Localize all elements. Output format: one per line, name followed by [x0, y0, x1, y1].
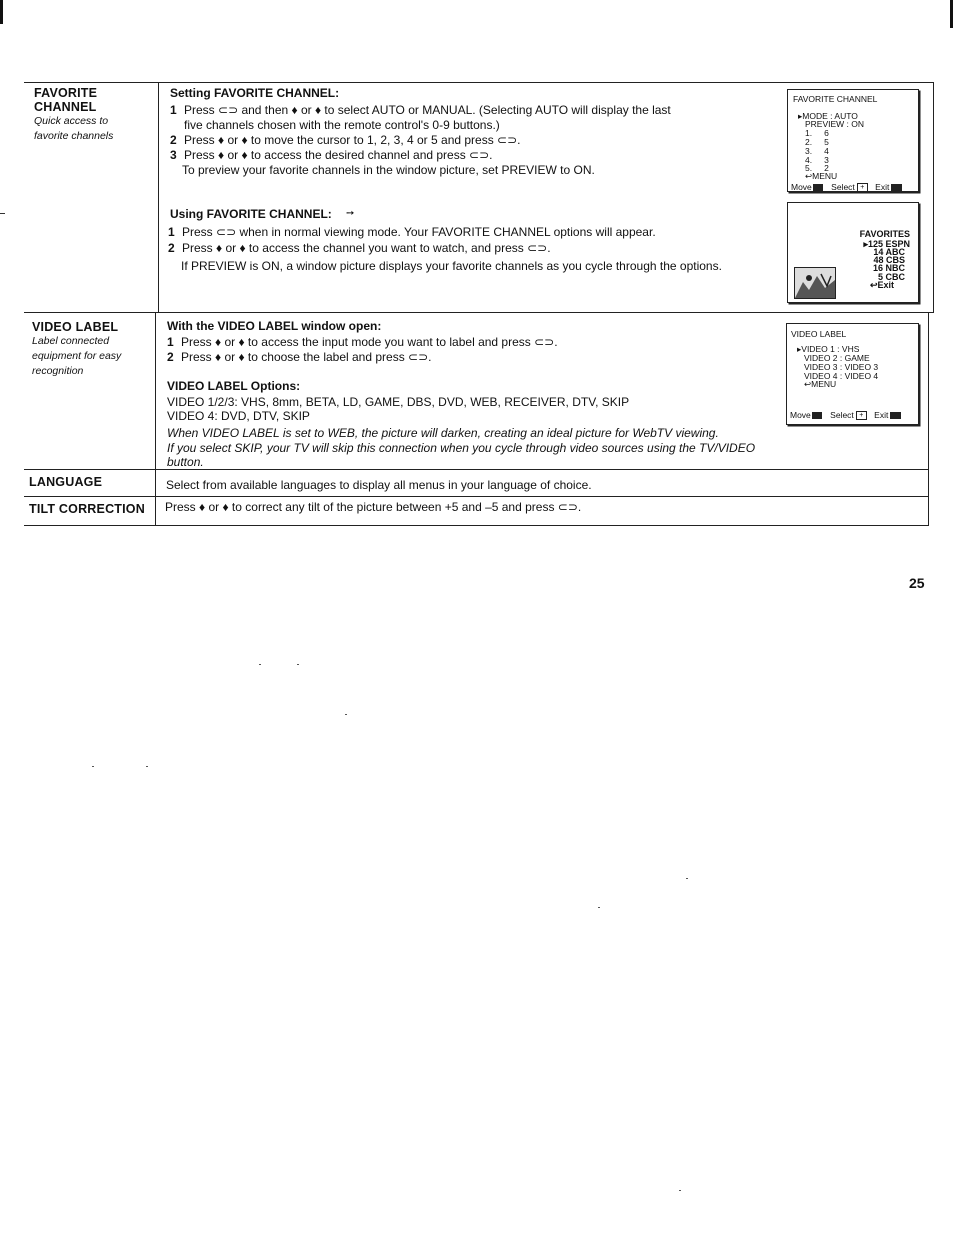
video-label-title: VIDEO LABEL — [32, 320, 119, 334]
setting-step-1-cont: five channels chosen with the remote control's 0-9 buttons.) — [184, 118, 500, 132]
cursor-icon: ▸ — [863, 239, 868, 249]
osd-menu-row: ↩MENU — [805, 171, 838, 181]
using-note: If PREVIEW is ON, a window picture displays your favorite channels as you cycle through the options. — [181, 259, 722, 273]
osd-title: FAVORITE CHANNEL — [793, 94, 878, 104]
osd-mode-row: ▸MODE : AUTO — [798, 111, 858, 121]
scan-speck — [679, 1190, 681, 1191]
return-icon: ↩ — [804, 379, 812, 389]
osd-video-row: VIDEO 3 : VIDEO 3 — [804, 362, 879, 372]
video-label-step-1: 1 Press ♦ or ♦ to access the input mode you want to label and press ⊂⊃. — [167, 335, 558, 349]
using-step-1: 1 Press ⊂⊃ when in normal viewing mode. Your FAVORITE CHANNEL options will appear. — [168, 225, 656, 239]
setting-step-3-note: To preview your favorite channels in the window picture, set PREVIEW to ON. — [182, 163, 595, 177]
arrow-icon: ➙ — [346, 208, 355, 219]
video-label-note: When VIDEO LABEL is set to WEB, the picture will darken, creating an ideal picture for WebTV viewing. — [167, 426, 719, 440]
osd-preview-row: PREVIEW : ON — [805, 119, 865, 129]
using-favorite-heading: Using FAVORITE CHANNEL: — [170, 207, 332, 221]
favorites-channel-row: 5 CBC — [877, 272, 905, 282]
osd-channel-row: 3. 4 — [805, 146, 829, 156]
window-picture-image — [795, 268, 835, 298]
scan-speck — [146, 766, 148, 767]
osd-video-row: VIDEO 2 : GAME — [804, 353, 870, 363]
osd-video-row: ▸VIDEO 1 : VHS — [797, 344, 860, 354]
language-title: LANGUAGE — [29, 475, 103, 489]
binding-mark — [950, 0, 953, 28]
favorites-channel-row: ▸125 ESPN — [863, 239, 910, 249]
osd-channel-row: 4. 3 — [805, 155, 829, 165]
cursor-icon: ▸ — [798, 111, 803, 121]
language-text: Select from available languages to display all menus in your language of choice. — [166, 478, 592, 492]
page-number: 25 — [909, 575, 925, 591]
favorite-channel-osd — [787, 89, 919, 192]
scan-speck — [686, 878, 688, 879]
table-column-rule — [158, 82, 159, 313]
favorites-osd — [787, 202, 919, 303]
setting-step-1: 1 Press ⊂⊃ and then ♦ or ♦ to select AUTO or MANUAL. (Selecting AUTO will display the last — [170, 103, 671, 117]
table-top-rule — [24, 82, 934, 83]
favorites-exit: ↩Exit — [869, 280, 894, 290]
osd-footer: Move Select + Exit — [790, 410, 901, 420]
return-icon: ↩ — [805, 171, 813, 181]
table-rule — [24, 496, 929, 497]
using-step-2: 2 Press ♦ or ♦ to access the channel you want to watch, and press ⊂⊃. — [168, 241, 551, 255]
cursor-icon: ▸ — [797, 344, 802, 354]
osd-menu-row: ↩MENU — [804, 379, 837, 389]
video-label-option: VIDEO 1/2/3: VHS, 8mm, BETA, LD, GAME, DBS, DVD, WEB, RECEIVER, DTV, SKIP — [167, 395, 630, 409]
scan-speck — [92, 766, 94, 767]
osd-video-row: VIDEO 4 : VIDEO 4 — [804, 371, 879, 381]
select-button-icon: + — [856, 411, 867, 420]
video-label-note: If you select SKIP, your TV will skip this connection when you cycle through video sources using the TV/VIDEO — [167, 441, 756, 455]
video-label-osd — [786, 323, 919, 425]
return-icon: ↩ — [869, 280, 878, 290]
binding-mark — [0, 0, 3, 24]
menu-button-icon — [890, 412, 901, 419]
osd-footer: Move Select + Exit — [791, 182, 902, 192]
favorites-channel-row: 16 NBC — [872, 263, 905, 273]
table-bottom-rule — [24, 525, 929, 526]
favorite-channel-subtitle: Quick access to favorite channels — [34, 115, 114, 142]
osd-channel-row: 1. 6 — [805, 128, 829, 138]
edge-tick — [0, 213, 5, 214]
scan-speck — [598, 907, 600, 908]
move-buttons-icon — [812, 412, 822, 419]
window-picture — [794, 267, 836, 299]
table-column-rule — [155, 312, 156, 526]
scan-speck — [345, 714, 347, 715]
osd-title: VIDEO LABEL — [791, 329, 847, 339]
video-label-note: button. — [167, 455, 204, 469]
select-button-icon: + — [857, 183, 868, 192]
setting-step-3: 3 Press ♦ or ♦ to access the desired channel and press ⊂⊃. — [170, 148, 493, 162]
favorite-channel-title: FAVORITE CHANNEL — [34, 86, 98, 114]
menu-button-icon — [891, 184, 902, 191]
favorites-title: FAVORITES — [859, 229, 910, 239]
video-label-options-heading: VIDEO LABEL Options: — [167, 379, 301, 393]
setting-step-2: 2 Press ♦ or ♦ to move the cursor to 1, 2, 3, 4 or 5 and press ⊂⊃. — [170, 133, 521, 147]
video-label-subtitle: Label connected equipment for easy recognition — [32, 335, 122, 377]
scan-speck — [259, 664, 261, 665]
favorites-channel-row: 14 ABC — [873, 247, 905, 257]
video-label-option: VIDEO 4: DVD, DTV, SKIP — [167, 409, 310, 423]
tilt-correction-title: TILT CORRECTION — [29, 502, 145, 516]
favorites-channel-row: 48 CBS — [873, 255, 905, 265]
video-label-step-2: 2 Press ♦ or ♦ to choose the label and press ⊂⊃. — [167, 350, 432, 364]
table-right-rule — [928, 312, 929, 526]
scan-speck — [297, 664, 299, 665]
osd-channel-row: 5. 2 — [805, 163, 829, 173]
video-label-heading: With the VIDEO LABEL window open: — [167, 319, 382, 333]
move-buttons-icon — [813, 184, 823, 191]
table-rule — [24, 312, 934, 313]
table-right-rule — [933, 82, 934, 313]
tilt-correction-text: Press ♦ or ♦ to correct any tilt of the picture between +5 and –5 and press ⊂⊃. — [165, 500, 582, 514]
osd-channel-row: 2. 5 — [805, 137, 829, 147]
table-rule — [24, 469, 929, 470]
setting-favorite-heading: Setting FAVORITE CHANNEL: — [170, 86, 340, 100]
